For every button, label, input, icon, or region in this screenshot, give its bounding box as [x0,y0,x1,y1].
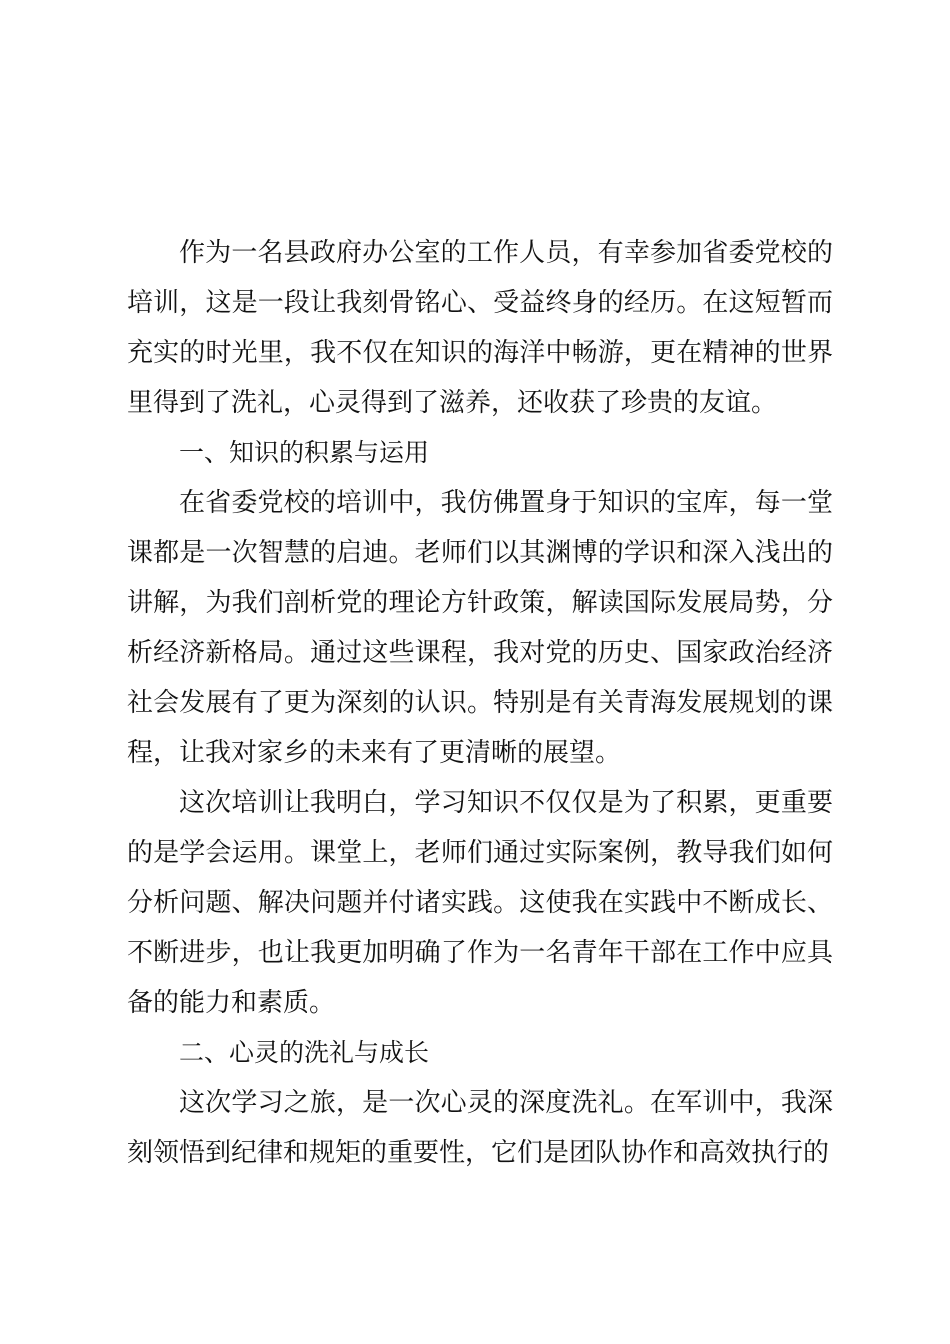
intro-paragraph: 作为一名县政府办公室的工作人员，有幸参加省委党校的培训，这是一段让我刻骨铭心、受益终身的经历。在这短暂而充实的时光里，我不仅在知识的海洋中畅游，更在精神的世界里得到了洗礼，心灵得到了滋养，还收获了珍贵的友谊。 [127,238,833,418]
section-2-paragraph-1: 这次学习之旅，是一次心灵的深度洗礼。在军训中，我深刻领悟到纪律和规矩的重要性，它们是团队协作和高效执行的 [127,1088,833,1168]
section-heading-2: 二、心灵的洗礼与成长 [179,1038,430,1067]
section-1-paragraph-2: 这次培训让我明白，学习知识不仅仅是为了积累，更重要的是学会运用。课堂上，老师们通过实际案例，教导我们如何分析问题、解决问题并付诸实践。这使我在实践中不断成长、不断进步，也让我更加明确了作为一名青年干部在工作中应具备的能力和素质。 [127,788,833,1018]
document-body [127,228,833,1178]
section-heading-1: 一、知识的积累与运用 [179,438,430,467]
section-1-paragraph-1: 在省委党校的培训中，我仿佛置身于知识的宝库，每一堂课都是一次智慧的启迪。老师们以其渊博的学识和深入浅出的讲解，为我们剖析党的理论方针政策，解读国际发展局势，分析经济新格局。通过这些课程，我对党的历史、国家政治经济社会发展有了更为深刻的认识。特别是有关青海发展规划的课程，让我对家乡的未来有了更清晰的展望。 [127,488,833,768]
